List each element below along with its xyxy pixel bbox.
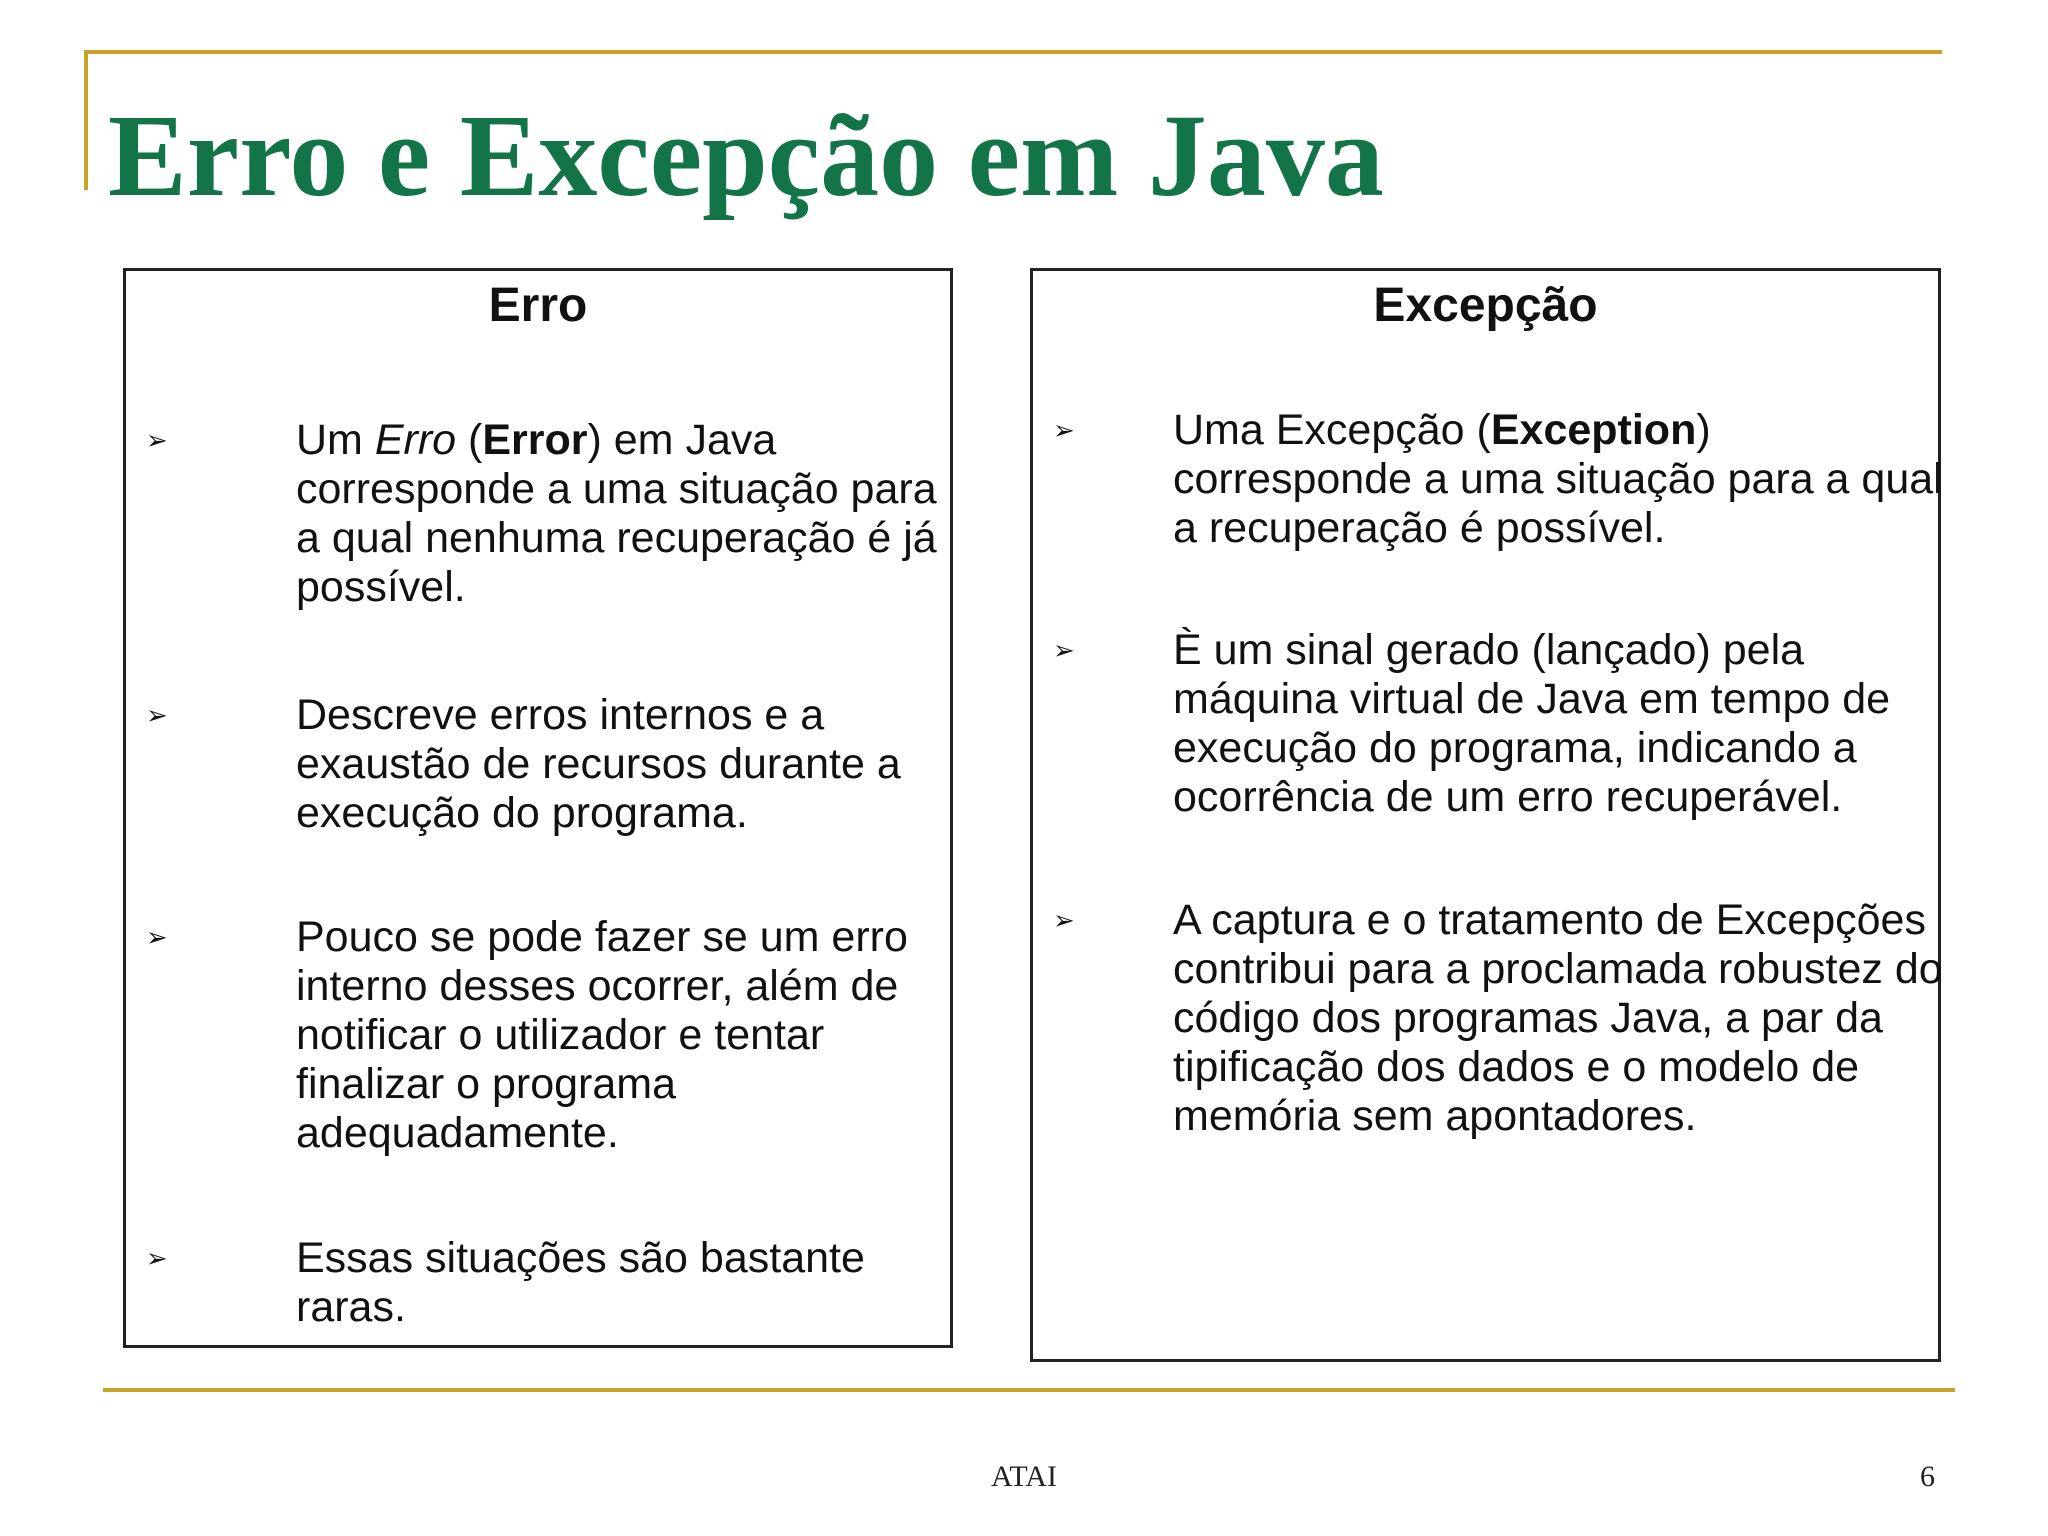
bottom-decorative-rule: [103, 1388, 1955, 1392]
excepcao-bullet-3-text: A captura e o tratamento de Excepções contribui para a proclamada robustez do código dos programas Java, a par da tipificação dos dados e o modelo de memória sem apontadores.: [1173, 896, 1943, 1140]
erro-bullet-2-text: Descreve erros internos e a exaustão de recursos durante a execução do programa.: [296, 691, 901, 837]
excepcao-box: [1030, 268, 1941, 1362]
arrow-bullet-icon: ➢: [146, 1243, 168, 1273]
slide-title: Erro e Excepção em Java: [108, 90, 1384, 221]
erro-bullet-1-text: Um Erro (Error) em Java corresponde a uma situação para a qual nenhuma recuperação é já possível.: [296, 416, 937, 611]
erro-bullet-4-text: Essas situações são bastante raras.: [296, 1234, 865, 1331]
arrow-bullet-icon: ➢: [146, 922, 168, 952]
arrow-bullet-icon: ➢: [1053, 415, 1075, 445]
erro-box: [123, 268, 953, 1348]
erro-bullet-3-text: Pouco se pode fazer se um erro interno desses ocorrer, além de notificar o utilizador e tentar finalizar o programa adequadamente.: [296, 913, 908, 1157]
side-decorative-rule: [84, 50, 88, 190]
footer-text: ATAI: [991, 1460, 1057, 1493]
top-decorative-rule: [84, 50, 1942, 54]
arrow-bullet-icon: ➢: [146, 425, 168, 455]
excepcao-header: Excepção: [1373, 279, 1598, 332]
excepcao-bullet-1-text: Uma Excepção (Exception) corresponde a uma situação para a qual a recuperação é possível.: [1173, 406, 1943, 552]
erro-header: Erro: [488, 279, 588, 332]
arrow-bullet-icon: ➢: [1053, 635, 1075, 665]
page-number: 6: [1920, 1460, 1935, 1493]
arrow-bullet-icon: ➢: [1053, 905, 1075, 935]
arrow-bullet-icon: ➢: [146, 700, 168, 730]
excepcao-bullet-2-text: È um sinal gerado (lançado) pela máquina virtual de Java em tempo de execução do programa, indicando a ocorrência de um erro recuperável.: [1173, 626, 1891, 821]
